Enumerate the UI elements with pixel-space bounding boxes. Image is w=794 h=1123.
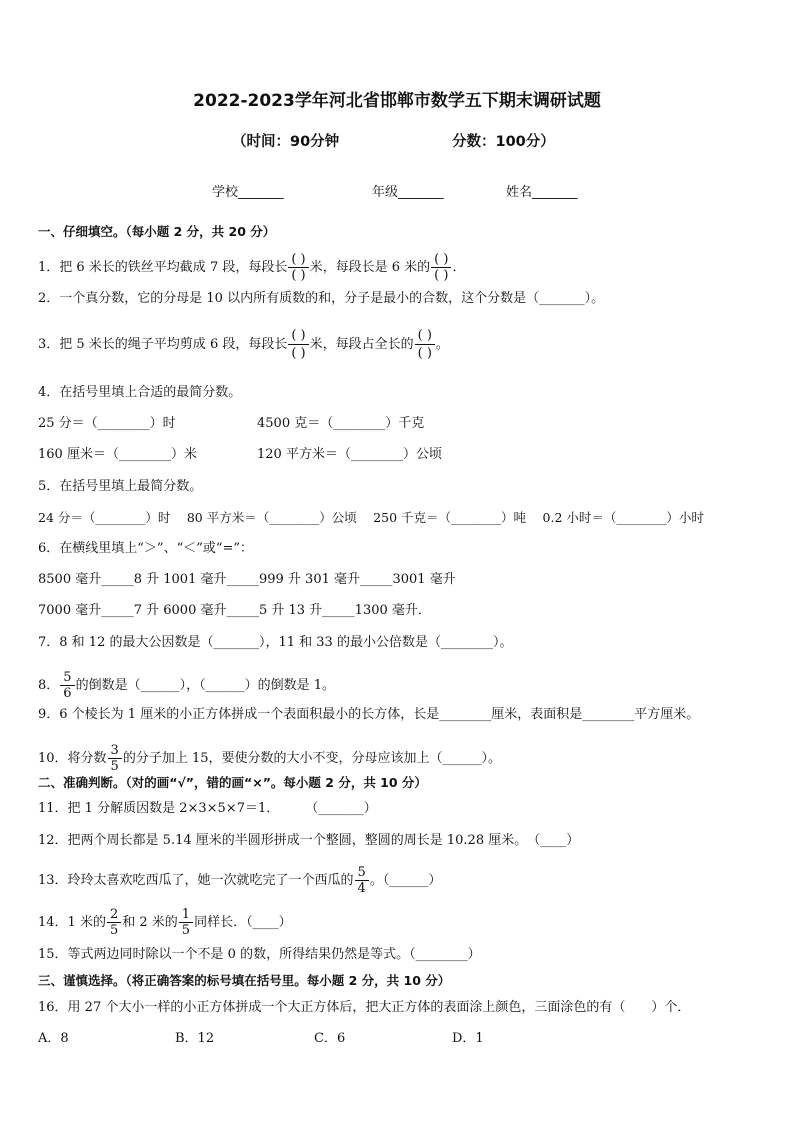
- q5-items: 24 分＝（________）时 80 平方米＝（________）公顷 250 千克＝（________）吨 0.2 小时＝（________）小时: [38, 510, 704, 525]
- question-3: [38, 327, 449, 362]
- question-16: 16．用 27 个大小一样的小正方体拼成一个大正方体后，把大正方体的表面涂上颜色，三面涂色的有（ ）个．: [38, 1000, 691, 1015]
- q13-text-b: 。（______）: [369, 873, 442, 888]
- question-8: [38, 670, 335, 701]
- q4-item-3: 160 厘米＝（________）米: [38, 447, 197, 462]
- q3-text-a: 3．把 5 米长的绳子平均剪成 6 段，每段长: [38, 337, 288, 352]
- section3-heading: 三、谨慎选择。（将正确答案的标号填在括号里。每小题 2 分，共 10 分）: [38, 973, 451, 988]
- question-5-stem: 5．在括号里填上最简分数。: [38, 479, 203, 494]
- q1-fraction-blank-2: $\frac{( )}{( )}$: [431, 252, 451, 283]
- q10-text-a: 10．将分数: [38, 751, 107, 766]
- name-field: 姓名_______: [506, 185, 578, 200]
- q13-fraction: $\frac{5}{4}$: [355, 865, 369, 896]
- q1-text-c: ．: [452, 260, 466, 275]
- q10-text-b: 的分子加上 15，要使分数的大小不变，分母应该加上（______）。: [122, 751, 502, 766]
- q4-item-1: 25 分＝（________）时: [38, 416, 176, 431]
- q16-option-d: D．1: [452, 1031, 484, 1046]
- q8-fraction: $\frac{5}{6}$: [60, 670, 74, 701]
- school-field: 学校_______: [212, 185, 284, 200]
- q8-text-b: 的倒数是（______），（______）的倒数是 1。: [75, 678, 335, 693]
- question-6-stem: 6．在横线里填上“＞”、“＜”或“=”：: [38, 541, 254, 556]
- question-12: 12．把两个周长都是 5.14 厘米的半圆形拼成一个整圆，整圆的周长是 10.28 厘米。 （____）: [38, 833, 580, 848]
- q6-row-1: 8500 毫升_____8 升 1001 毫升_____999 升 301 毫升_____3001 毫升: [38, 572, 456, 587]
- q3-text-c: 。: [435, 337, 449, 352]
- question-9: 9．6 个棱长为 1 厘米的小正方体拼成一个表面积最小的长方体，长是________厘米，表面积是________平方厘米。: [38, 707, 700, 722]
- q6-row-2: 7000 毫升_____7 升 6000 毫升_____5 升 13 升_____1300 毫升．: [38, 603, 431, 618]
- question-15: 15．等式两边同时除以一个不是 0 的数，所得结果仍然是等式。（________）: [38, 947, 481, 962]
- q14-fraction-1: $\frac{2}{5}$: [107, 907, 121, 938]
- exam-time: （时间：90分钟: [232, 134, 340, 150]
- question-14: [38, 907, 292, 938]
- question-4-stem: 4．在括号里填上合适的最简分数。: [38, 385, 242, 400]
- exam-score: 分数：100分）: [452, 134, 555, 150]
- q13-text-a: 13．玲玲太喜欢吃西瓜了，她一次就吃完了一个西瓜的: [38, 873, 354, 888]
- q1-fraction-blank-1: $\frac{( )}{( )}$: [288, 252, 308, 283]
- q1-text-a: 1．把 6 米长的铁丝平均截成 7 段，每段长: [38, 260, 288, 275]
- question-7: 7．8 和 12 的最大公因数是（_______），11 和 33 的最小公倍数是（________）。: [38, 635, 513, 650]
- q16-option-c: C．6: [314, 1031, 346, 1046]
- q16-option-b: B．12: [175, 1031, 215, 1046]
- question-1: [38, 252, 465, 283]
- q1-text-b: 米，每段长是 6 米的: [309, 260, 431, 275]
- question-2: 2．一个真分数，它的分母是 10 以内所有质数的和，分子是最小的合数，这个分数是（_______）。: [38, 291, 605, 306]
- question-11: 11．把 1 分解质因数是 2×3×5×7＝1． （_______）: [38, 801, 377, 816]
- grade-field: 年级_______: [372, 185, 444, 200]
- q14-text-b: 和 2 米的: [122, 915, 178, 930]
- q3-fraction-blank-1: $\frac{( )}{( )}$: [288, 327, 308, 362]
- exam-title: 2022-2023学年河北省邯郸市数学五下期末调研试题: [193, 91, 601, 111]
- q4-item-2: 4500 克＝（________）千克: [257, 416, 425, 431]
- q8-text-a: 8．: [38, 678, 60, 693]
- q14-text-a: 14．1 米的: [38, 915, 106, 930]
- q14-fraction-2: $\frac{1}{5}$: [179, 907, 193, 938]
- section2-heading: 二、准确判断。（对的画“√”，错的画“×”。每小题 2 分，共 10 分）: [38, 775, 427, 790]
- question-13: [38, 865, 441, 896]
- q14-text-c: 同样长．（____）: [194, 915, 292, 930]
- q3-text-b: 米，每段占全长的: [309, 337, 414, 352]
- q3-fraction-blank-2: $\frac{( )}{( )}$: [415, 327, 435, 362]
- q4-item-4: 120 平方米＝（________）公顷: [257, 447, 442, 462]
- section1-heading: 一、仔细填空。（每小题 2 分，共 20 分）: [38, 224, 276, 239]
- q10-fraction: $\frac{3}{5}$: [108, 743, 122, 774]
- question-10: [38, 743, 501, 774]
- q16-option-a: A．8: [38, 1031, 69, 1046]
